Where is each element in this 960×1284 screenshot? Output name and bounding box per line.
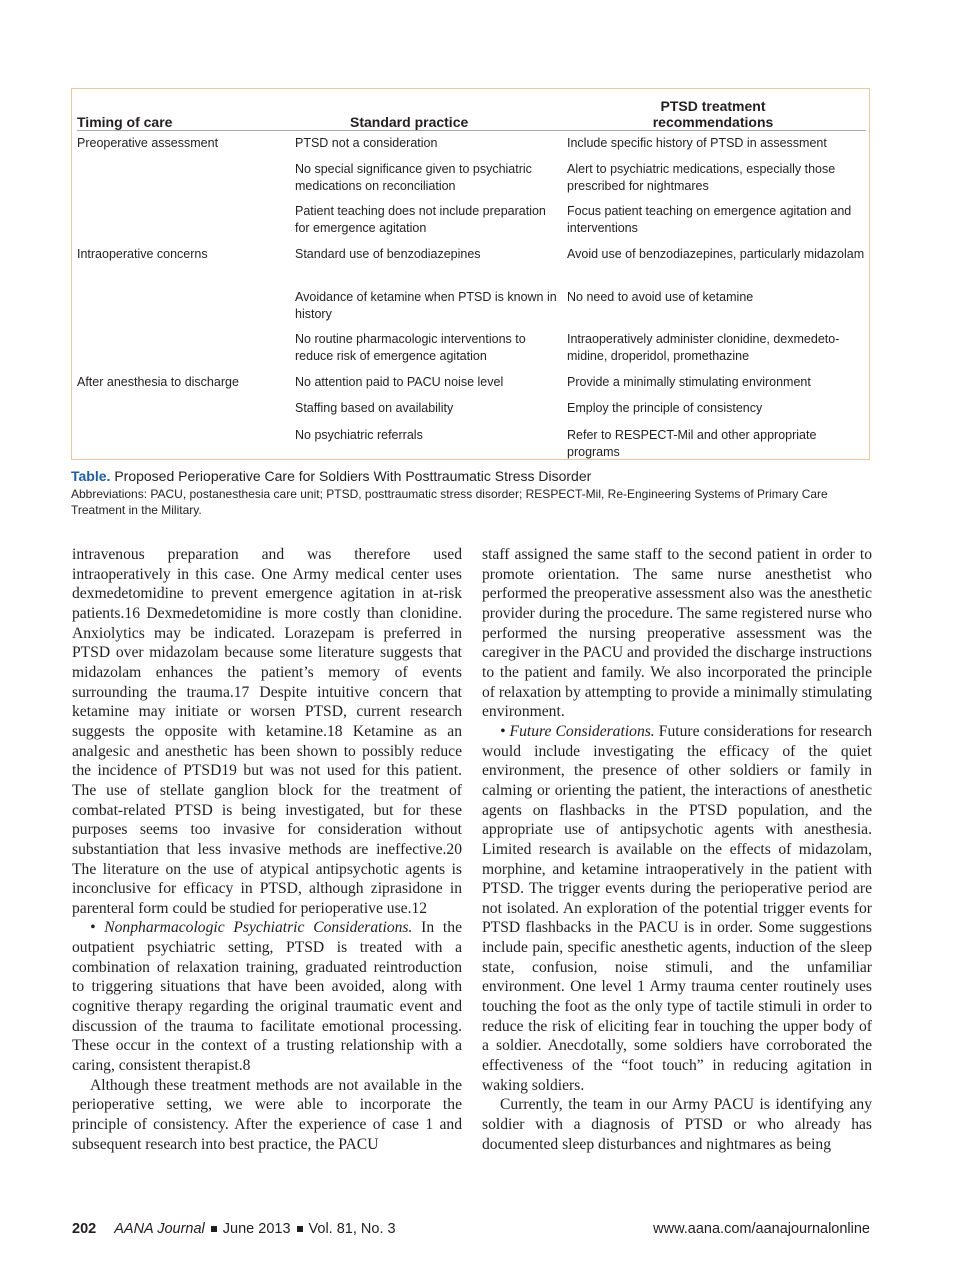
caption-title-line [71, 467, 871, 485]
caption-abbreviations: Abbreviations: PACU, postanesthesia care unit; PTSD, posttraumatic stress disorder; RESPECT-Mil, Re-Engineering Systems of Primary Care Treatment in the Military. [71, 487, 828, 517]
table-cell-standard: Staffing based on availability [295, 401, 454, 415]
table-cell-standard: No routine pharmacologic interventions to reduce risk of emergence agitation [295, 332, 526, 363]
header-ptsd-recommendations: PTSD treatment recommendations [652, 98, 774, 130]
paragraph: Currently, the team in our Army PACU is identifying any soldier with a diagnosis of PTSD or who already has documented sleep disturbances and nightmares as being [482, 1096, 872, 1153]
page-number: 202 [72, 1221, 97, 1237]
paragraph [72, 918, 462, 1075]
body-column-right [482, 545, 872, 1154]
issue-date: June 2013 [222, 1221, 291, 1237]
table-cell-standard: No attention paid to PACU noise level [295, 375, 504, 389]
table-caption [71, 467, 871, 518]
table-cell-standard: Standard use of benzodiazepines [295, 247, 481, 261]
care-table [71, 88, 870, 460]
table-cell-recommendation: Refer to RESPECT-Mil and other appropriate programs [567, 428, 817, 459]
table-cell-timing: Preoperative assessment [77, 136, 219, 150]
table-cell-standard: Avoidance of ketamine when PTSD is known in history [295, 290, 557, 321]
table-cell-standard: PTSD not a consideration [295, 136, 438, 150]
table-cell-recommendation: Include specific history of PTSD in assessment [567, 136, 827, 150]
table-cell-recommendation: Alert to psychiatric medications, especially those prescribed for nightmares [567, 162, 836, 193]
table-cell-recommendation: Employ the principle of consistency [567, 401, 763, 415]
body-column-left [72, 545, 462, 1154]
bullet-text: In the outpatient psychiatric setting, PTSD is treated with a combination of relaxation training, graduated reintroduction to triggering situations that have been avoided, along with cognitive therapy regarding the original traumatic event and discussion of the trauma to facilitate emotional processing. These occur in the context of a trusting relationship with a caring, consistent therapist.8 [72, 919, 462, 1075]
table-cell-standard: No psychiatric referrals [295, 428, 423, 442]
page-footer [72, 1221, 870, 1241]
paragraph: intravenous preparation and was therefore used intraoperatively in this case. One Army medical center uses dexmedetomidine to prevent emergence agitation in at-risk patients.16 Dexmedetomidine is more costly than clonidine. Anxiolytics may be indicated. Lorazepam is preferred in PTSD over midazolam because some literature suggests that midazolam enhances the patient’s memory of events surrounding the trauma.17 Despite intuitive concern that ketamine may initiate or worsen PTSD, current research suggests the opposite with ketamine.18 Ketamine as an analgesic and anesthetic has been shown to possibly reduce the incidence of PTSD19 but was not used for this patient. The use of stellate ganglion block for the treatment of combat-related PTSD is being investigated, but for these purposes seems too invasive for consideration without substantiation that less invasive methods are ineffective.20 The literature on the use of atypical antipsychotic agents is inconclusive for efficacy in PTSD, although ziprasidone in parenteral form could be studied for perioperative use.12 [72, 546, 462, 917]
header-divider [77, 130, 866, 131]
caption-title: Proposed Perioperative Care for Soldiers With Posttraumatic Stress Disorder [114, 468, 592, 484]
separator-square-icon [297, 1226, 303, 1232]
table-header-row [72, 89, 869, 130]
caption-label: Table. [71, 468, 111, 484]
header-timing-of-care: Timing of care [77, 114, 173, 130]
journal-url: www.aana.com/aanajournalonline [653, 1221, 870, 1237]
bullet-text: Future considerations for research would include investigating the efficacy of the quiet environment, the presence of other soldiers or family in calming or orienting the patient, the interactions of anesthetic agents on flashbacks in the PTSD population, and the appropriate use of antipsychotic agents with anesthesia. Limited research is available on the effects of midazolam, morphine, and ketamine intraoperatively in the patient with PTSD. The trigger events during the perioperative period are not isolated. An exploration of the potential trigger events for PTSD flashbacks in the PACU is in order. Some suggestions include pain, specific anesthetic agents, induction of the sleep state, confusion, noise stimuli, and the unfamiliar environment. One level 1 Army trauma center routinely uses touching the foot as the only type of tactile stimuli in order to reduce the risk of eliciting fear in touching the upper body of a soldier. Anecdotally, some soldiers have corroborated the effectiveness of the “foot touch” in reducing agitation in waking soldiers. [482, 722, 872, 1094]
table-cell-recommendation: Avoid use of benzodiazepines, particularly midazolam [567, 247, 865, 261]
table-cell-recommendation: No need to avoid use of ketamine [567, 290, 754, 304]
bullet-heading: • Future Considerations. [500, 722, 655, 740]
table-cell-timing: After anesthesia to discharge [77, 375, 239, 389]
journal-name: AANA Journal [114, 1221, 205, 1237]
table-cell-timing: Intraoperative concerns [77, 247, 208, 261]
table-cell-recommendation: Provide a minimally stimulating environment [567, 375, 811, 389]
table-cell-recommendation: Focus patient teaching on emergence agitation and interventions [567, 204, 852, 235]
paragraph: Although these treatment methods are not available in the perioperative setting, we were able to incorporate the principle of consistency. After the experience of case 1 and subsequent research into best practice, the PACU [72, 1076, 462, 1153]
header-standard-practice: Standard practice [350, 114, 469, 130]
table-cell-standard: No special significance given to psychiatric medications on reconciliation [295, 162, 532, 193]
table-cell-recommendation: Intraoperatively administer clonidine, dexmedeto-midine, droperidol, promethazine [567, 332, 840, 363]
table-cell-standard: Patient teaching does not include preparation for emergence agitation [295, 204, 546, 235]
issue-volume: Vol. 81, No. 3 [308, 1221, 396, 1237]
separator-square-icon [211, 1226, 217, 1232]
bullet-heading: • Nonpharmacologic Psychiatric Considerations. [90, 919, 413, 937]
paragraph [482, 722, 872, 1095]
paragraph: staff assigned the same staff to the second patient in order to promote orientation. The same nurse anesthetist who performed the preoperative assessment also was the anesthetic provider during the procedure. The same registered nurse who performed the nursing preoperative assessment was the caregiver in the PACU and provided the discharge instructions to the patient and family. We also incorporated the principle of relaxation by attempting to provide a minimally stimulating environment. [482, 546, 872, 721]
